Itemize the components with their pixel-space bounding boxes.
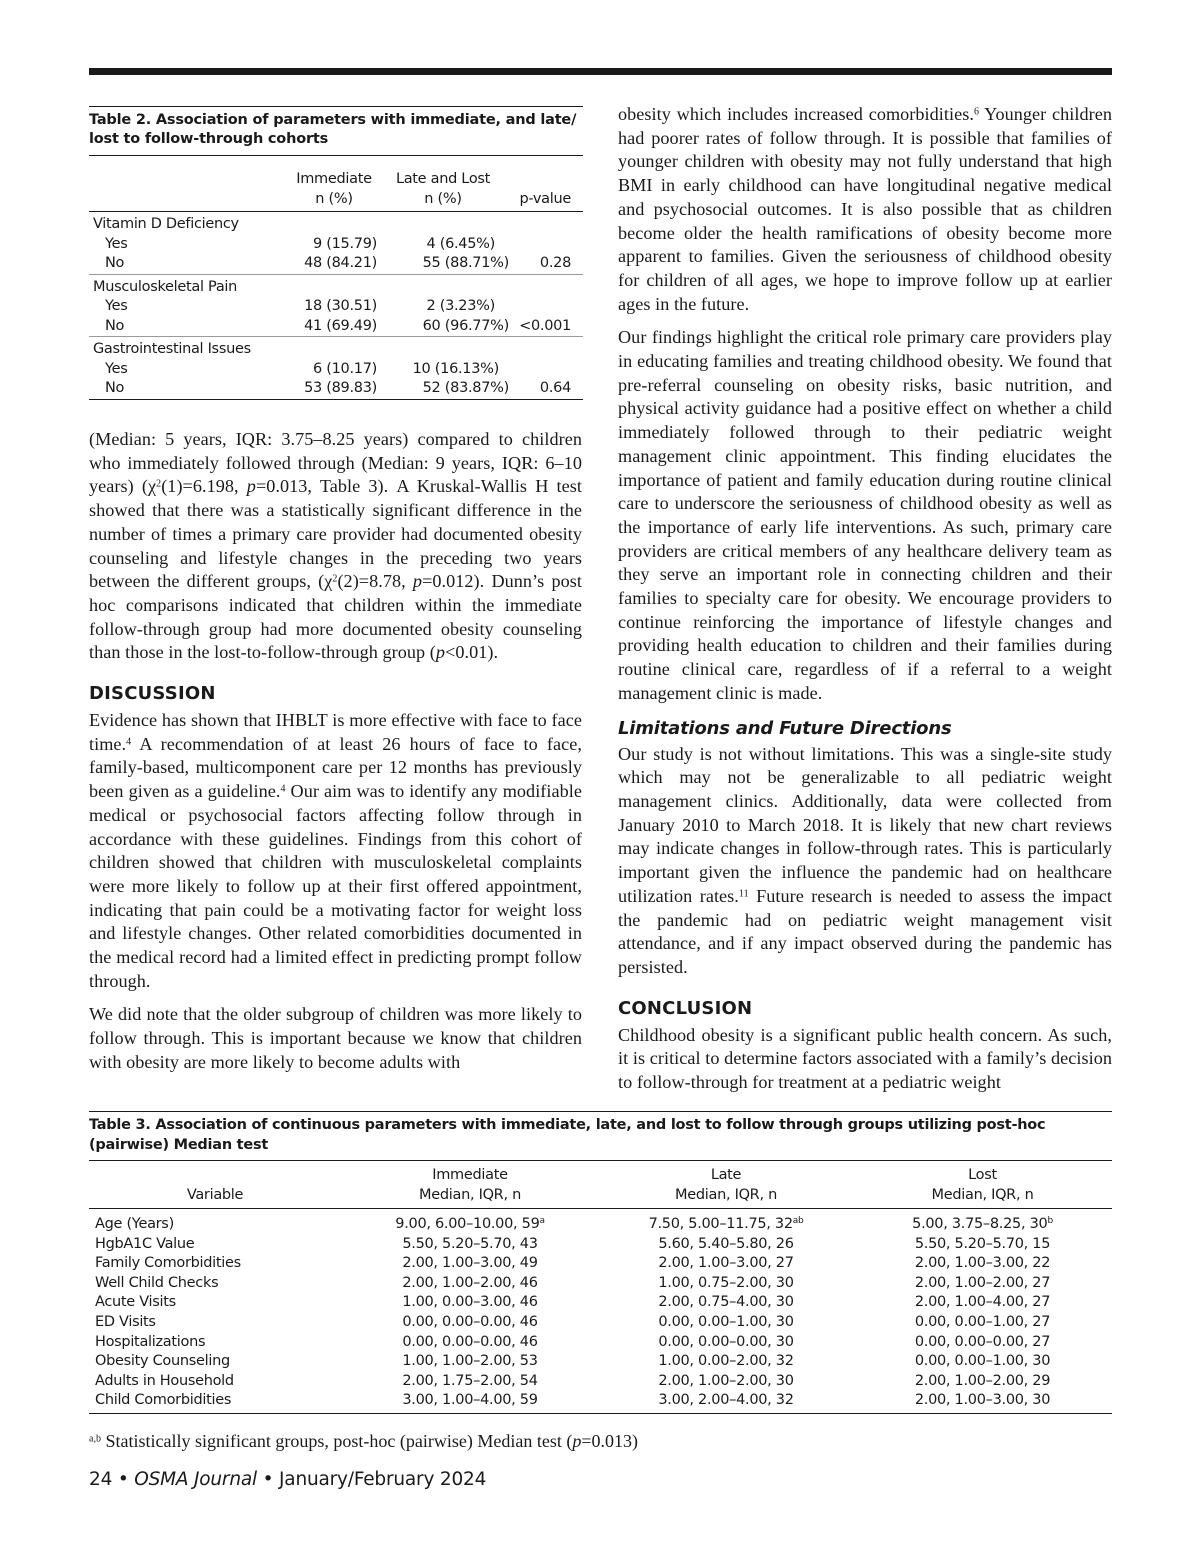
table-row <box>89 1313 1112 1333</box>
table-2-caption: Table 2. Association of parameters with immediate, and late/ lost to follow-through cohorts <box>89 106 583 155</box>
t3-cell-late: 1.00, 0.00–2.00, 32 <box>658 1353 794 1370</box>
t3-cell-immediate: 1.00, 1.00–2.00, 53 <box>402 1353 538 1370</box>
table-row <box>89 1352 1112 1372</box>
limitations-paragraph: Our study is not without limitations. This was a single-site study which may not be generalizable to all pediatric weight management clinics. Additionally, data were collected from January 2010 to March 2018. It is likely that new chart reviews may indicate changes in follow-through rates. This is particularly important given the influence the pandemic had on healthcare utilization rates.$^{11}$ Future research is needed to assess the impact the pandemic had on pediatric weight management visit attendance, and if any impact observed during the pandemic has persisted. <box>618 743 1112 977</box>
t3-cell-lost: 5.00, 3.75–8.25, 30$^b$ <box>912 1216 1053 1232</box>
t3-header-sub-late: Median, IQR, n <box>599 1186 853 1209</box>
t3-cell-lost: 5.50, 5.20–5.70, 15 <box>914 1235 1051 1252</box>
table-row <box>89 1209 1112 1235</box>
t3-cell-lost: 2.00, 1.00–4.00, 27 <box>914 1294 1051 1311</box>
t3-cell-lost: 0.00, 0.00–0.00, 27 <box>914 1333 1051 1350</box>
t3-cell-variable: ED Visits <box>95 1313 156 1330</box>
table-row <box>89 1235 1112 1255</box>
t2-header-late-sub: n (%) <box>424 190 462 207</box>
table-row <box>89 274 583 297</box>
t3-header-sub-immediate: Median, IQR, n <box>341 1186 599 1209</box>
t3-cell-variable: Adults in Household <box>95 1372 234 1389</box>
t3-header-late: Late <box>710 1167 742 1183</box>
conclusion-paragraph: Childhood obesity is a significant public health concern. As such, it is critical to determine factors associated with a family’s decision to follow-through for treatment at a pediatric weight <box>618 1024 1112 1093</box>
discussion-paragraph-1: Evidence has shown that IHBLT is more effective with face to face time.$^4$ A recommendation of at least 26 hours of face to face, family-based, multicomponent care per 12 months has previously been given as a guideline.$^4$ Our aim was to identify any modifiable medical or psychosocial factors affecting follow through in accordance with these guidelines. Findings from this cohort of children showed that children with musculoskeletal complaints were more likely to follow up at their first offered appointment, indicating that pain could be a motivating factor for weight loss and lifestyle changes. Other related comorbidities documented in the medical record had a limited effect in predicting prompt follow through. <box>89 710 582 991</box>
t3-header-variable: Variable <box>89 1186 341 1209</box>
t3-cell-immediate: 2.00, 1.00–3.00, 49 <box>402 1255 538 1272</box>
table-3-grid <box>89 1160 1112 1414</box>
table-row <box>89 337 583 360</box>
t2-header-pvalue: p-value <box>519 190 571 207</box>
t3-header-sub-lost: Median, IQR, n <box>853 1186 1112 1209</box>
t3-cell-late: 2.00, 1.00–3.00, 27 <box>658 1255 794 1272</box>
table-row <box>89 1293 1112 1313</box>
table-3-footnote: $^{a,b}$ Statistically significant groups, post-hoc (pairwise) Median test (p=0.013) <box>89 1431 639 1451</box>
discussion-heading: DISCUSSION <box>89 683 216 705</box>
page-number: 24 <box>89 1469 113 1490</box>
limitations-heading: Limitations and Future Directions <box>618 717 952 739</box>
t2-header-immediate-sub: n (%) <box>315 190 353 207</box>
table-row <box>89 212 583 235</box>
right-paragraph-2: Our findings highlight the critical role primary care providers play in educating families and treating childhood obesity. We found that pre-referral counseling on obesity risks, basic nutrition, and physical activity guidance had a positive effect on whether a child immediately followed through to their pediatric weight management clinic appointment. This finding elucidates the importance of patient and family education during routine clinical care to underscore the seriousness of childhood obesity as well as the importance of early life interventions. As such, primary care providers are critical members of any healthcare delivery team as they serve an important role in connecting children and their families to specialty care for obesity. We encourage providers to continue reinforcing the importance of lifestyle changes and providing health education to children and their families during routine clinical care, regardless of if a referral to a weight management clinic is made. <box>618 327 1112 703</box>
table-row: No 41 (69.49) 60 (96.77%) <0.001 <box>89 317 583 337</box>
table-2 <box>89 106 583 400</box>
t3-cell-immediate: 1.00, 0.00–3.00, 46 <box>402 1294 538 1311</box>
t3-cell-late: 2.00, 1.00–2.00, 30 <box>658 1372 794 1389</box>
t3-cell-late: 1.00, 0.75–2.00, 30 <box>658 1274 794 1291</box>
table-2-grid <box>89 155 583 400</box>
table-row <box>89 1372 1112 1392</box>
t3-cell-variable: Obesity Counseling <box>95 1353 230 1370</box>
t3-cell-late: 0.00, 0.00–0.00, 30 <box>658 1333 794 1350</box>
issue-date: January/February 2024 <box>279 1469 487 1490</box>
t2-group-label: Vitamin D Deficiency <box>93 216 239 232</box>
t3-cell-variable: HgbA1C Value <box>95 1235 195 1252</box>
table-row: Yes 6 (10.17) 10 (16.13%) <box>105 360 499 377</box>
t3-cell-immediate: 0.00, 0.00–0.00, 46 <box>402 1313 538 1330</box>
journal-name: OSMA Journal <box>134 1469 257 1490</box>
t3-cell-immediate: 0.00, 0.00–0.00, 46 <box>402 1333 538 1350</box>
table-row: Yes 9 (15.79) 4 (6.45%) <box>105 235 495 252</box>
t3-cell-late: 0.00, 0.00–1.00, 30 <box>658 1313 794 1330</box>
t3-cell-variable: Hospitalizations <box>95 1333 206 1350</box>
conclusion-heading: CONCLUSION <box>618 997 753 1019</box>
t3-cell-lost: 0.00, 0.00–1.00, 30 <box>914 1353 1051 1370</box>
top-rule <box>89 68 1112 75</box>
table-row <box>89 1333 1112 1353</box>
t2-group-label: Musculoskeletal Pain <box>93 278 238 295</box>
t2-header-late: Late and Lost <box>395 171 491 187</box>
discussion-paragraph-2: We did note that the older subgroup of children was more likely to follow through. This is important because we know that children with obesity are more likely to become adults with <box>89 1004 582 1072</box>
t2-header-immediate: Immediate <box>296 171 372 187</box>
page-footer: 24 • OSMA Journal • January/February 2024 <box>89 1469 487 1490</box>
t2-group-label: Gastrointestinal Issues <box>93 341 251 357</box>
t3-cell-lost: 0.00, 0.00–1.00, 27 <box>914 1313 1051 1330</box>
right-column <box>618 103 1112 1095</box>
table-3-caption: Table 3. Association of continuous parameters with immediate, late, and lost to follow through groups utilizing post-hoc (pairwise) Median test <box>89 1111 1112 1160</box>
t3-header-lost: Lost <box>968 1167 997 1183</box>
t3-cell-lost: 2.00, 1.00–3.00, 30 <box>853 1391 1112 1413</box>
t3-cell-lost: 2.00, 1.00–2.00, 27 <box>914 1274 1051 1291</box>
table-row <box>89 1391 1112 1413</box>
t3-cell-immediate: 2.00, 1.00–2.00, 46 <box>402 1274 538 1291</box>
t3-cell-variable: Age (Years) <box>95 1216 174 1232</box>
table-3 <box>89 1111 1112 1414</box>
results-paragraph: (Median: 5 years, IQR: 3.75–8.25 years) compared to children who immediately followed through (Median: 9 years, IQR: 6–10 years) ($\chi^2(1)=6.198$, p=0.013, Table 3). A Kruskal-Wallis H test showed that there was a statistically significant difference in the number of times a primary care provider had documented obesity counseling and lifestyle changes in the preceding two years between the different groups, ($\chi^2(2)=8.78$, p=0.012). Dunn’s post hoc comparisons indicated that children within the immediate follow-through group had more documented obesity counseling than those in the lost-to-follow-through group (p<0.01). <box>89 429 583 663</box>
t3-cell-late: 3.00, 2.00–4.00, 32 <box>599 1391 853 1413</box>
t3-cell-late: 2.00, 0.75–4.00, 30 <box>658 1294 794 1311</box>
t3-cell-immediate: 5.50, 5.20–5.70, 43 <box>402 1235 538 1252</box>
table-row: No 53 (89.83) 52 (83.87%) 0.64 <box>89 379 583 399</box>
left-column <box>89 428 582 1075</box>
t3-cell-variable: Well Child Checks <box>95 1274 219 1291</box>
t3-cell-immediate: 2.00, 1.75–2.00, 54 <box>402 1372 538 1389</box>
right-paragraph-1: obesity which includes increased comorbidities.$^6$ Younger children had poorer rates of follow through. It is possible that families of younger children with obesity may not fully understand that high BMI in early childhood can have longitudinal negative medical and psychosocial outcomes. It is also possible that as children become older the health ramifications of obesity become more apparent to families. Given the seriousness of childhood obesity for children of all ages, we hope to improve follow up at earlier ages in the future. <box>618 104 1112 314</box>
table-row: No 48 (84.21) 55 (88.71%) 0.28 <box>89 254 583 274</box>
t3-cell-variable: Acute Visits <box>95 1294 176 1311</box>
table-row <box>89 1274 1112 1294</box>
t3-cell-immediate: 3.00, 1.00–4.00, 59 <box>341 1391 599 1413</box>
t3-cell-late: 7.50, 5.00–11.75, $32^{ab}$ <box>648 1216 804 1232</box>
table-row: Yes 18 (30.51) 2 (3.23%) <box>105 298 495 314</box>
t3-header-immediate: Immediate <box>432 1167 508 1183</box>
t3-cell-variable: Family Comorbidities <box>95 1255 241 1272</box>
table-row <box>89 1254 1112 1274</box>
t3-cell-variable: Child Comorbidities <box>89 1391 341 1413</box>
t3-cell-immediate: 9.00, 6.00–10.00, 59$^a$ <box>395 1216 545 1232</box>
t3-cell-lost: 2.00, 1.00–2.00, 29 <box>914 1372 1051 1389</box>
t3-cell-late: 5.60, 5.40–5.80, 26 <box>658 1235 794 1252</box>
t3-cell-lost: 2.00, 1.00–3.00, 22 <box>914 1255 1051 1272</box>
